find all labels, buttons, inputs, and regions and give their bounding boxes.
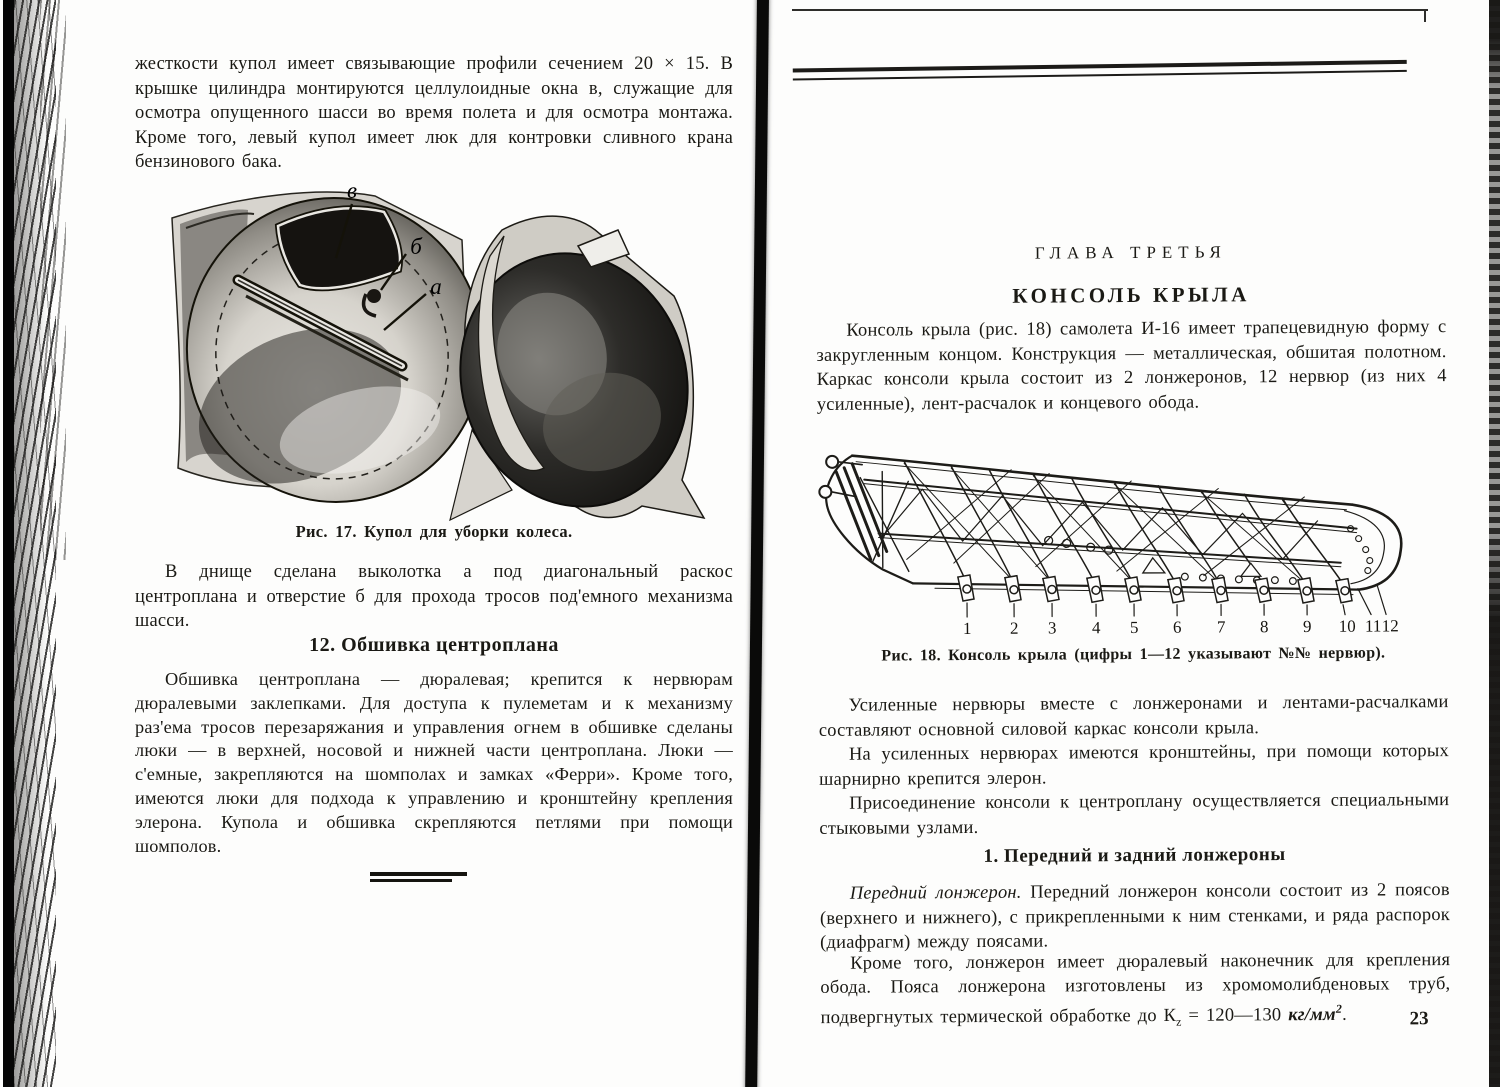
separator-rule-top: [370, 872, 467, 876]
fig17-label-a: а: [430, 274, 442, 299]
chapter-label: ГЛАВА ТРЕТЬЯ: [1034, 242, 1227, 263]
paragraph-console-intro: Консоль крыла (рис. 18) самолета И-16 имеет трапецевидную форму с закругленным концом. Конструкция — металлическая, обшитая полотном. Каркас консоли крыла состоит из 2 лонжеронов, 12 нервюр (из них 4 усиленные), лент-расчалок и концевого обода.: [816, 317, 1447, 415]
rib-number-7: 7: [1216, 617, 1226, 637]
rib-number-4: 4: [1091, 618, 1101, 638]
figure-18-drawing: [812, 438, 1413, 642]
paragraph-attachment: Присоединение консоли к центроплану осуществляется специальными стыковыми узлами.: [819, 790, 1450, 839]
left-page: [135, 0, 733, 1087]
figure-17-photo: [150, 168, 710, 528]
paragraph-skin-centersection: Обшивка центроплана — дюралевая; крепится к нервюрам дюралевыми заклепками. Для доступа к пулеметам и к механизму раз'ема тросов перезаряжания и управления огнем в обшивке сделаны люки — в верхней, носовой и нижней части центроплана. Люки — с'емные, закрепляются на шомполах и замках «Ферри». Кроме того, имеются люки для подхода к управлению и кронштейну крепления элерона. Купола и обшивка скрепляются петлями при помощи шомполов.: [135, 669, 733, 856]
rib-number-6: 6: [1172, 617, 1182, 637]
right-edge-band: [1489, 0, 1500, 1087]
spar-material-range: = 120—130: [1181, 1005, 1289, 1026]
page-number: 23: [1409, 1008, 1429, 1030]
rib-number-9: 9: [1302, 616, 1312, 636]
paragraph-bottom-cutout: В днище сделана выколотка а под диагональный раскос центроплана и отверстие б для прохода тросов под'емного механизма шасси.: [135, 562, 733, 632]
unit-kg-mm: кг/мм: [1288, 1004, 1336, 1026]
spar-material-text: Кроме того, лонжерон имеет дюралевый наконечник для крепления обода. Пояса лонжерона изготовлены из хромомолибденовых труб, подвергнутых термической обработке до К: [820, 950, 1451, 1029]
fig17-label-b: б: [410, 234, 422, 259]
rib-number-5: 5: [1129, 617, 1139, 638]
paragraph-dome-profiles: жесткости купол имеет связывающие профили сечением 20 × 15. В крышке цилиндра монтируются целлулоидные окна в, служащие для осмотра опущенного шасси во время полета и для осмотра монтажа. Кроме того, левый купол имеет люк для контровки сливного крана бензинового бака.: [135, 54, 733, 173]
rib-number-1: 1: [962, 618, 972, 639]
paragraph-brackets: На усиленных нервюрах имеются кронштейны, при помощи которых шарнирно крепится элерон.: [819, 741, 1449, 790]
chapter-title: КОНСОЛЬ КРЫЛА: [1012, 282, 1251, 308]
rib-number-2: 2: [1009, 618, 1019, 638]
front-spar-text: Передний лонжерон консоли состоит из 2 поясов (верхнего и нижнего), с прикрепленными к ним стенками, и ряда распорок (диафрагм) между поясами.: [819, 880, 1450, 954]
rib-number-10: 10: [1338, 616, 1356, 636]
paragraph-front-spar: [820, 878, 1450, 956]
section-heading-12: 12. Обшивка центроплана: [309, 634, 559, 656]
paragraph-reinforced-ribs: Усиленные нервюры вместе с лонжеронами и лентами-расчалками составляют основной силовой каркас консоли крыла.: [818, 692, 1449, 741]
front-spar-lead-in: Передний лонжерон.: [849, 882, 1022, 904]
paragraph-spar-material: [820, 948, 1451, 1036]
header-rule-thin: [793, 70, 1407, 81]
fig18-rib-numbers: [963, 616, 1399, 638]
binding-shadow-band: [3, 0, 14, 1087]
figure-18-caption: Рис. 18. Консоль крыла (цифры 1—12 указывают №№ нервюр).: [881, 644, 1386, 665]
fig17-label-v: в: [347, 178, 357, 203]
section-heading-spars: 1. Передний и задний лонжероны: [983, 844, 1286, 867]
right-page: [814, 0, 1451, 1087]
k-subscript: z: [1176, 1014, 1182, 1029]
rib-number-3: 3: [1047, 618, 1057, 638]
binding-noise-streaks-light: [40, 0, 66, 560]
sentence-period: .: [1342, 1004, 1347, 1025]
rib-number-11: 11: [1364, 616, 1382, 636]
page-gutter-band: [745, 0, 769, 1087]
figure-17-caption: Рис. 17. Купол для уборки колеса.: [295, 522, 573, 541]
separator-rule-bottom: [370, 879, 452, 882]
rib-number-12: 12: [1381, 616, 1399, 636]
rib-number-8: 8: [1259, 617, 1269, 637]
unit-exponent: 2: [1335, 1001, 1343, 1016]
